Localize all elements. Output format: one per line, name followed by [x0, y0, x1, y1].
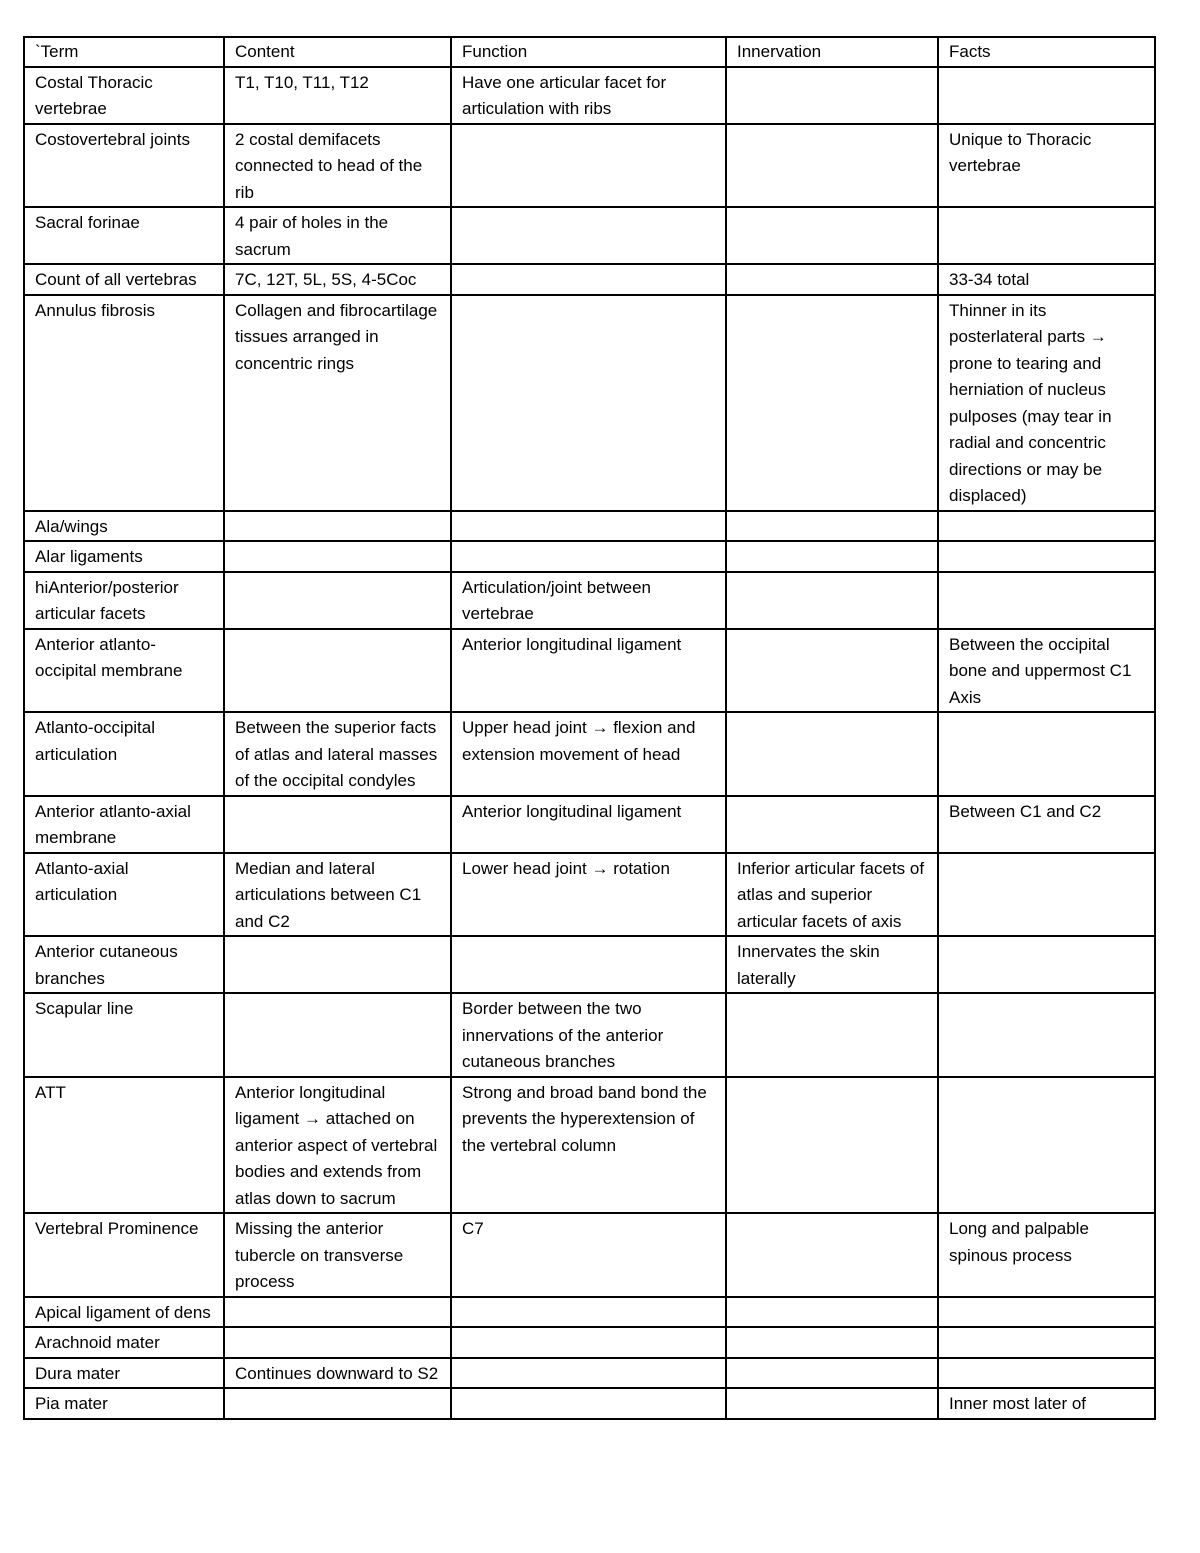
cell-facts — [938, 67, 1155, 124]
cell-content: Median and lateral articulations between C1 and C2 — [224, 853, 451, 937]
header-innervation: Innervation — [726, 37, 938, 67]
cell-innervation — [726, 67, 938, 124]
cell-content: 2 costal demifacets connected to head of the rib — [224, 124, 451, 208]
cell-term: Count of all vertebras — [24, 264, 224, 295]
cell-innervation — [726, 295, 938, 511]
cell-term: Scapular line — [24, 993, 224, 1077]
table-row — [24, 1388, 1155, 1419]
cell-content: Collagen and fibrocartilage tissues arranged in concentric rings — [224, 295, 451, 511]
cell-innervation — [726, 1297, 938, 1328]
cell-innervation — [726, 1077, 938, 1214]
table-row — [24, 67, 1155, 124]
table-row — [24, 1077, 1155, 1214]
cell-term: Costovertebral joints — [24, 124, 224, 208]
cell-term: Sacral forinae — [24, 207, 224, 264]
header-term: `Term — [24, 37, 224, 67]
cell-facts — [938, 1297, 1155, 1328]
table-row — [24, 511, 1155, 542]
cell-innervation: Inferior articular facets of atlas and superior articular facets of axis — [726, 853, 938, 937]
table-row — [24, 541, 1155, 572]
cell-facts — [938, 936, 1155, 993]
cell-term: Anterior atlanto-occipital membrane — [24, 629, 224, 713]
cell-facts: Between C1 and C2 — [938, 796, 1155, 853]
cell-innervation — [726, 1358, 938, 1389]
table-row — [24, 295, 1155, 511]
cell-innervation — [726, 712, 938, 796]
cell-facts — [938, 541, 1155, 572]
cell-facts: Inner most later of — [938, 1388, 1155, 1419]
cell-term: Pia mater — [24, 1388, 224, 1419]
cell-function — [451, 541, 726, 572]
header-function: Function — [451, 37, 726, 67]
cell-term: Apical ligament of dens — [24, 1297, 224, 1328]
table-row — [24, 1327, 1155, 1358]
cell-facts — [938, 1077, 1155, 1214]
cell-facts: Unique to Thoracic vertebrae — [938, 124, 1155, 208]
cell-content — [224, 1297, 451, 1328]
cell-facts — [938, 511, 1155, 542]
cell-content: Continues downward to S2 — [224, 1358, 451, 1389]
cell-facts — [938, 1327, 1155, 1358]
cell-function: Anterior longitudinal ligament — [451, 796, 726, 853]
cell-content: 7C, 12T, 5L, 5S, 4-5Coc — [224, 264, 451, 295]
cell-innervation — [726, 541, 938, 572]
cell-content: Anterior longitudinal ligament → attached on anterior aspect of vertebral bodies and extends from atlas down to sacrum — [224, 1077, 451, 1214]
cell-function: Strong and broad band bond the prevents the hyperextension of the vertebral column — [451, 1077, 726, 1214]
cell-facts — [938, 1358, 1155, 1389]
cell-content — [224, 629, 451, 713]
cell-term: Anterior cutaneous branches — [24, 936, 224, 993]
table-row — [24, 1297, 1155, 1328]
cell-content — [224, 511, 451, 542]
table-row — [24, 264, 1155, 295]
cell-function — [451, 1388, 726, 1419]
cell-innervation — [726, 993, 938, 1077]
cell-content — [224, 572, 451, 629]
table-row — [24, 124, 1155, 208]
cell-facts: 33-34 total — [938, 264, 1155, 295]
cell-content: Missing the anterior tubercle on transverse process — [224, 1213, 451, 1297]
header-facts: Facts — [938, 37, 1155, 67]
cell-content — [224, 1327, 451, 1358]
cell-content — [224, 936, 451, 993]
cell-innervation — [726, 264, 938, 295]
header-content: Content — [224, 37, 451, 67]
table-row — [24, 1358, 1155, 1389]
cell-term: Vertebral Prominence — [24, 1213, 224, 1297]
cell-content: T1, T10, T11, T12 — [224, 67, 451, 124]
cell-function: Border between the two innervations of the anterior cutaneous branches — [451, 993, 726, 1077]
cell-innervation — [726, 511, 938, 542]
cell-function: Upper head joint → flexion and extension movement of head — [451, 712, 726, 796]
cell-facts — [938, 572, 1155, 629]
cell-innervation — [726, 1327, 938, 1358]
cell-facts: Between the occipital bone and uppermost C1 Axis — [938, 629, 1155, 713]
cell-innervation — [726, 629, 938, 713]
cell-term: Alar ligaments — [24, 541, 224, 572]
cell-function — [451, 207, 726, 264]
cell-term: Ala/wings — [24, 511, 224, 542]
cell-innervation — [726, 124, 938, 208]
cell-function: Have one articular facet for articulation with ribs — [451, 67, 726, 124]
table-row — [24, 853, 1155, 937]
cell-content: Between the superior facts of atlas and lateral masses of the occipital condyles — [224, 712, 451, 796]
table-row — [24, 796, 1155, 853]
header-row — [24, 37, 1155, 67]
cell-function: Lower head joint → rotation — [451, 853, 726, 937]
cell-content — [224, 796, 451, 853]
cell-function — [451, 1297, 726, 1328]
cell-term: Atlanto-occipital articulation — [24, 712, 224, 796]
cell-innervation — [726, 796, 938, 853]
table-body — [24, 67, 1155, 1419]
cell-innervation — [726, 207, 938, 264]
table-row — [24, 572, 1155, 629]
cell-function — [451, 1327, 726, 1358]
cell-term: ATT — [24, 1077, 224, 1214]
cell-innervation — [726, 1388, 938, 1419]
cell-term: Dura mater — [24, 1358, 224, 1389]
cell-term: Atlanto-axial articulation — [24, 853, 224, 937]
cell-function: Anterior longitudinal ligament — [451, 629, 726, 713]
cell-term: Costal Thoracic vertebrae — [24, 67, 224, 124]
cell-function — [451, 295, 726, 511]
notes-table — [23, 36, 1156, 1420]
cell-facts — [938, 712, 1155, 796]
cell-facts: Long and palpable spinous process — [938, 1213, 1155, 1297]
cell-content — [224, 541, 451, 572]
table-row — [24, 629, 1155, 713]
cell-innervation: Innervates the skin laterally — [726, 936, 938, 993]
cell-content — [224, 993, 451, 1077]
cell-content — [224, 1388, 451, 1419]
cell-innervation — [726, 572, 938, 629]
cell-function — [451, 124, 726, 208]
cell-function: Articulation/joint between vertebrae — [451, 572, 726, 629]
cell-term: hiAnterior/posterior articular facets — [24, 572, 224, 629]
cell-function — [451, 264, 726, 295]
cell-facts — [938, 207, 1155, 264]
cell-term: Anterior atlanto-axial membrane — [24, 796, 224, 853]
cell-term: Arachnoid mater — [24, 1327, 224, 1358]
cell-facts: Thinner in its posterlateral parts → prone to tearing and herniation of nucleus pulposes (may tear in radial and concentric directions or may be displaced) — [938, 295, 1155, 511]
cell-content: 4 pair of holes in the sacrum — [224, 207, 451, 264]
table-row — [24, 712, 1155, 796]
cell-facts — [938, 993, 1155, 1077]
cell-innervation — [726, 1213, 938, 1297]
table-row — [24, 207, 1155, 264]
cell-term: Annulus fibrosis — [24, 295, 224, 511]
cell-function — [451, 511, 726, 542]
cell-function: C7 — [451, 1213, 726, 1297]
cell-function — [451, 936, 726, 993]
cell-function — [451, 1358, 726, 1389]
table-row — [24, 993, 1155, 1077]
table-row — [24, 1213, 1155, 1297]
cell-facts — [938, 853, 1155, 937]
table-row — [24, 936, 1155, 993]
